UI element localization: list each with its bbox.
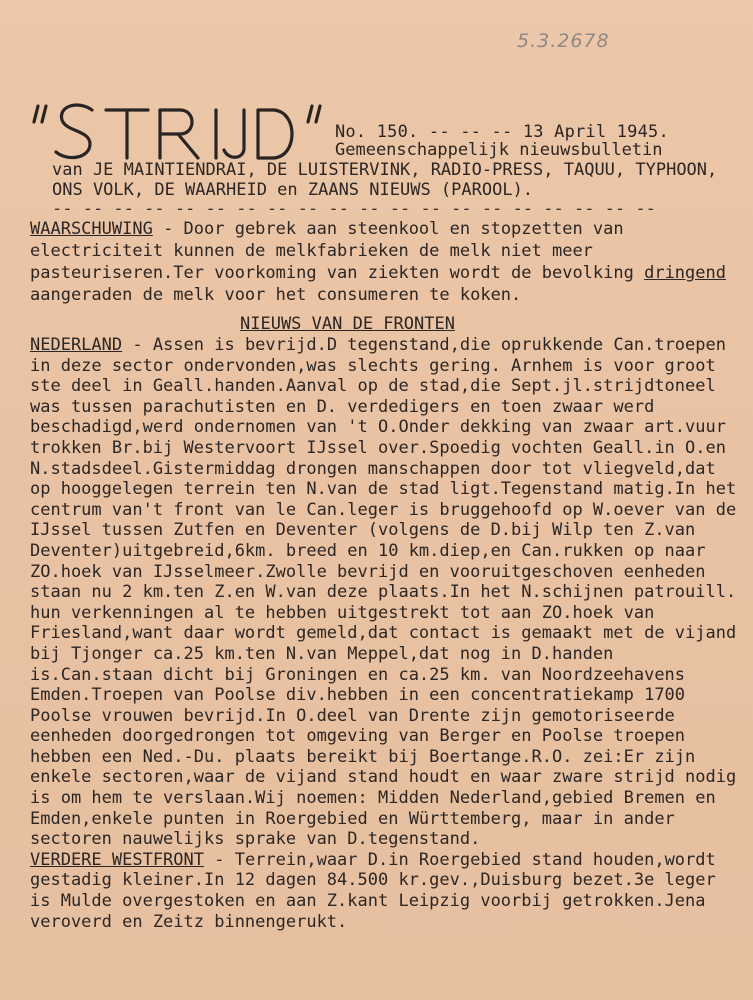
warning-text-2: aangeraden de melk voor het consumeren te koken. [30, 285, 522, 305]
warning-title: WAARSCHUWING [30, 219, 153, 239]
warning-text-1: - Door gebrek aan steenkool en stopzetten van electriciteit kunnen de melkfabrieken de melk niet meer pasteuriseren.Ter voorkoming van ziekten wordt de bevolking [30, 219, 645, 283]
westfront-text: - Terrein,waar D.in Roergebied stand houden,wordt gestadig kleiner.In 12 dagen 84.500 kr.gev.,Duisburg bezet.3e leger is Mulde overgestoken en aan Z.kant Leipzig voorbij getrokken.Jena veroverd en Zeitz binnengerukt. [30, 849, 716, 932]
bulletin-subtitle: Gemeenschappelijk nieuwsbulletin [335, 140, 663, 160]
news-article [30, 335, 742, 932]
westfront-paragraph [30, 850, 742, 932]
section-title: NIEUWS VAN DE FRONTEN [240, 314, 455, 334]
strijd-logo-icon [30, 98, 335, 168]
nederland-text: - Assen is bevrijd.D tegenstand,die oprukkende Can.troepen in deze sector ondervonden,was slechts gering. Arnhem is voor groot ste deel in Geall.handen.Aanval op de stad,die Sept.jl.strijdtoneel was tussen parachutisten en D. verdedigers en toen zwaar werd beschadigd,werd ondernomen van 't O.Onder dekking van zwaar art.vuur trokken Br.bij Westervoort IJssel over.Spoedig vochten Geall.in O.en N.stadsdeel.Gistermiddag drongen manschappen door tot vliegveld,dat op hooggelegen terrein ten N.van de stad ligt.Tegenstand matig.In het centrum van't front van le Can.leger is bruggehoofd op W.oever van de IJssel tussen Zutfen en Deventer (volgens de D.bij Wilp ten Z.van Deventer)uitgebreid,6km. breed en 10 km.diep,en Can.rukken op naar ZO.hoek van IJsselmeer.Zwolle bevrijd en vooruitgeschoven eenheden staan nu 2 km.ten Z.en W.van deze plaats.In het N.schijnen patrouill. hun verkenningen al te hebben uitgestrekt tot aan ZO.hoek van Friesland,want daar wordt gemeld,dat contact is gemaakt met de vijand bij Tjonger ca.25 km.ten N.van Meppel,dat nog in D.handen is.Can.staan dicht bij Groningen en ca.25 km. van Noordzeehavens Emden.Troepen van Poolse div.hebben in een concentratiekamp 1700 Poolse vrouwen bevrijd.In O.deel van Drente zijn gemotoriseerde eenheden doorgedrongen tot omgeving van Berger en Poolse troepen hebben een Ned.-Du. plaats bereikt bij Boertange.R.O. zei:Er zijn enkele sectoren,waar de vijand stand houdt en waar zware strijd nodig is om hem te verslaan.Wij noemen: Midden Nederland,gebied Bremen en Emden,enkele punten in Roergebied en Württemberg, maar in ander sectoren nauwelijks sprake van D.tegenstand. [30, 335, 737, 850]
warning-emphasis: dringend [644, 263, 726, 283]
divider: -- -- -- -- -- -- -- -- -- -- -- -- -- -- -- -- -- -- -- -- [52, 199, 656, 219]
masthead-logo [30, 98, 335, 168]
nederland-paragraph [30, 335, 742, 850]
warning-paragraph [30, 218, 730, 306]
archive-number: 5.3.2678 [517, 30, 610, 52]
issue-line: No. 150. -- -- -- 13 April 1945. [335, 122, 669, 142]
nederland-title: NEDERLAND [30, 335, 123, 355]
sources-list: van JE MAINTIENDRAI, DE LUISTERVINK, RADIO-PRESS, TAQUU, TYPHOON, ONS VOLK, DE WAARHEID en ZAANS NIEUWS (PAROOL). [52, 160, 728, 200]
westfront-title: VERDERE WESTFRONT [30, 849, 204, 870]
